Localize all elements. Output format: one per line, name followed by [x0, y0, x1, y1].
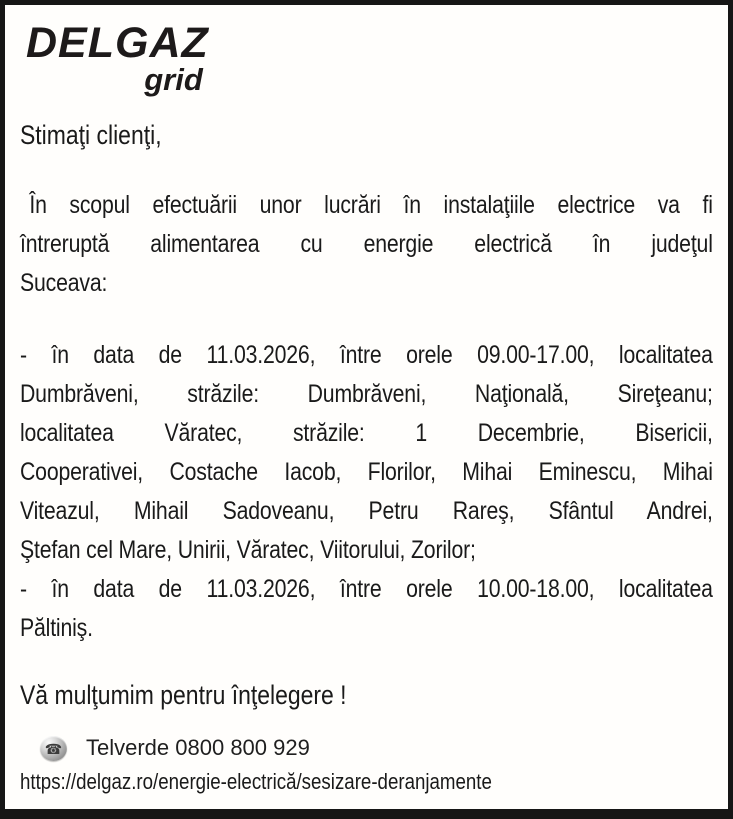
phone-label: Telverde 0800 800 929: [86, 735, 310, 760]
text-line: Păltiniş.: [20, 614, 93, 642]
telephone-icon: [40, 736, 67, 761]
text-line: localitatea Văratec, străzile: 1 Decembrie, Bisericii,: [20, 419, 713, 447]
outage-paragraph-1: [20, 336, 713, 570]
text-line: Dumbrăveni, străzile: Dumbrăveni, Naţională, Sireţeanu;: [20, 380, 713, 408]
intro-paragraph: [20, 186, 713, 303]
text-line: Ştefan cel Mare, Unirii, Văratec, Viitorului, Zorilor;: [20, 536, 476, 564]
delgaz-grid-logo: [26, 21, 209, 95]
report-outage-url[interactable]: https://delgaz.ro/energie-electrică/sesizare-deranjamente: [20, 769, 492, 794]
text-line: Viteazul, Mihail Sadoveanu, Petru Rareş, Sfântul Andrei,: [20, 497, 713, 525]
text-line: - în data de 11.03.2026, între orele 10.00-18.00, localitatea: [20, 575, 713, 603]
thanks-text: Vă mulţumim pentru înţelegere !: [20, 680, 347, 710]
telephone-glyph: ☎: [44, 741, 63, 757]
notice-content: [5, 5, 728, 797]
text-line: În scopul efectuării unor lucrări în instalaţiile electrice va fi: [29, 191, 713, 219]
logo-brand-text: DELGAZ: [26, 19, 209, 67]
text-line: Suceava:: [20, 269, 108, 297]
text-line: Cooperativei, Costache Iacob, Florilor, Mihai Eminescu, Mihai: [20, 458, 713, 486]
logo-sub-text: grid: [144, 62, 203, 97]
phone-contact-row: [20, 734, 713, 762]
url-row: [20, 766, 713, 797]
text-line: - în data de 11.03.2026, între orele 09.00-17.00, localitatea: [20, 341, 713, 369]
text-line: întreruptă alimentarea cu energie electrică în judeţul: [20, 230, 713, 258]
outage-paragraph-2: [20, 570, 713, 648]
salutation-text: Stimaţi clienţi,: [20, 120, 162, 150]
